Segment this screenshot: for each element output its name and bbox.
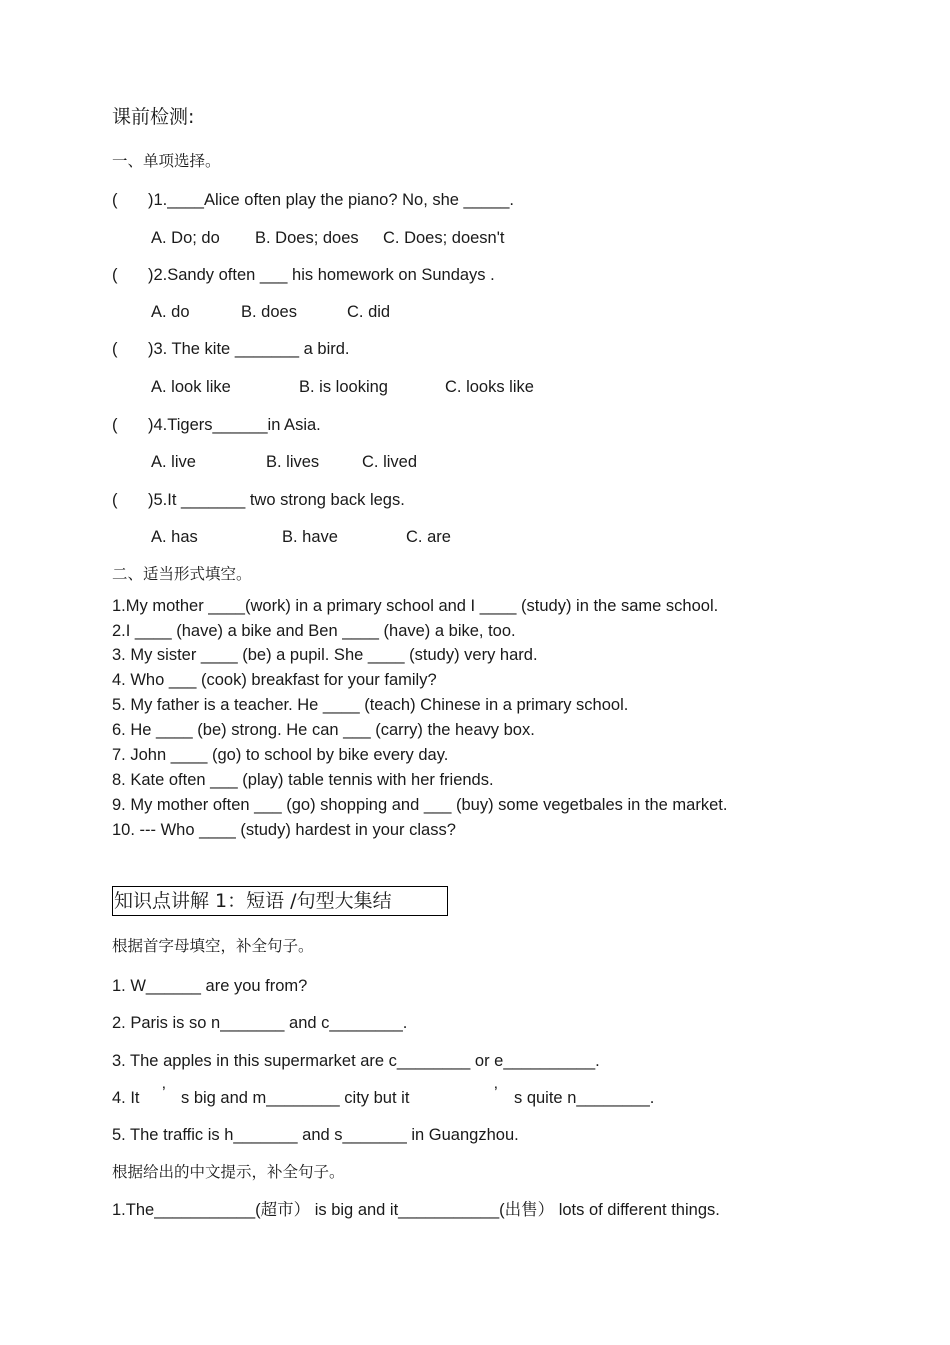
fill-item: 8. Kate often ___ (play) table tennis with her friends. [112, 771, 494, 789]
option-b: B. Does; does [255, 229, 359, 247]
instruction-chinese-hint: 根据给出的中文提示，补全句子。 [112, 1163, 345, 1181]
question-1: )1.____Alice often play the piano? No, she _____. [148, 191, 515, 209]
knowledge-point-title: 知识点讲解 1：短语 /句型大集结 [112, 886, 448, 916]
fill-item: 1.My mother ____(work) in a primary school and I ____ (study) in the same school. [112, 597, 719, 615]
option-b: B. lives [266, 453, 320, 471]
letter-fill-item: 1. W______ are you from? [112, 977, 308, 995]
option-b: B. does [241, 303, 297, 321]
page-title: 课前检测: [112, 106, 195, 128]
instruction-first-letter: 根据首字母填空，补全句子。 [112, 937, 314, 955]
question-5: )5.It _______ two strong back legs. [148, 491, 405, 509]
option-a: A. Do; do [151, 229, 220, 247]
fill-item: 5. My father is a teacher. He ____ (teach) Chinese in a primary school. [112, 696, 629, 714]
option-b: B. is looking [299, 378, 388, 396]
letter-fill-item [0, 1084, 950, 1108]
option-c: C. lived [362, 453, 418, 471]
fill-item: 7. John ____ (go) to school by bike every day. [112, 746, 449, 764]
fill-item: 6. He ____ (be) strong. He can ___ (carry) the heavy box. [112, 721, 535, 739]
question-2: )2.Sandy often ___ his homework on Sundays . [148, 266, 495, 284]
option-c: C. did [347, 303, 391, 321]
segment: s quite n________. [514, 1089, 655, 1107]
answer-paren: ( [112, 491, 118, 509]
answer-paren: ( [112, 266, 118, 284]
segment: 4. It [112, 1089, 140, 1107]
option-a: A. has [151, 528, 198, 546]
option-c: C. are [406, 528, 451, 546]
option-c: C. looks like [445, 378, 534, 396]
fill-item: 10. --- Who ____ (study) hardest in your class? [112, 821, 456, 839]
segment: s big and m________ city but it [181, 1089, 410, 1107]
fill-item: 3. My sister ____ (be) a pupil. She ____ (study) very hard. [112, 646, 538, 664]
question-3: )3. The kite _______ a bird. [148, 340, 350, 358]
option-b: B. have [282, 528, 338, 546]
options-row-5 [0, 527, 950, 547]
option-c: C. Does; doesn't [383, 229, 505, 247]
options-row-3 [0, 377, 950, 397]
options-row-4 [0, 452, 950, 472]
option-a: A. do [151, 303, 190, 321]
apostrophe: ’ [162, 1084, 166, 1102]
answer-paren: ( [112, 191, 118, 209]
chinese-hint-item: 1.The___________(超市） is big and it___________(出售） lots of different things. [112, 1201, 720, 1219]
apostrophe: ’ [494, 1084, 498, 1102]
section-heading-single-choice: 一、单项选择。 [112, 152, 221, 170]
fill-item: 9. My mother often ___ (go) shopping and ___ (buy) some vegetbales in the market. [112, 796, 728, 814]
letter-fill-item: 5. The traffic is h_______ and s_______ in Guangzhou. [112, 1126, 519, 1144]
options-row-2 [0, 302, 950, 322]
letter-fill-item: 3. The apples in this supermarket are c________ or e__________. [112, 1052, 600, 1070]
fill-item: 4. Who ___ (cook) breakfast for your family? [112, 671, 437, 689]
section-heading-fill-forms: 二、适当形式填空。 [112, 565, 252, 583]
option-a: A. live [151, 453, 196, 471]
answer-paren: ( [112, 340, 118, 358]
letter-fill-item: 2. Paris is so n_______ and c________. [112, 1014, 408, 1032]
fill-item: 2.I ____ (have) a bike and Ben ____ (have) a bike, too. [112, 622, 516, 640]
question-4: )4.Tigers______in Asia. [148, 416, 321, 434]
option-a: A. look like [151, 378, 231, 396]
answer-paren: ( [112, 416, 118, 434]
options-row-1 [0, 228, 950, 248]
